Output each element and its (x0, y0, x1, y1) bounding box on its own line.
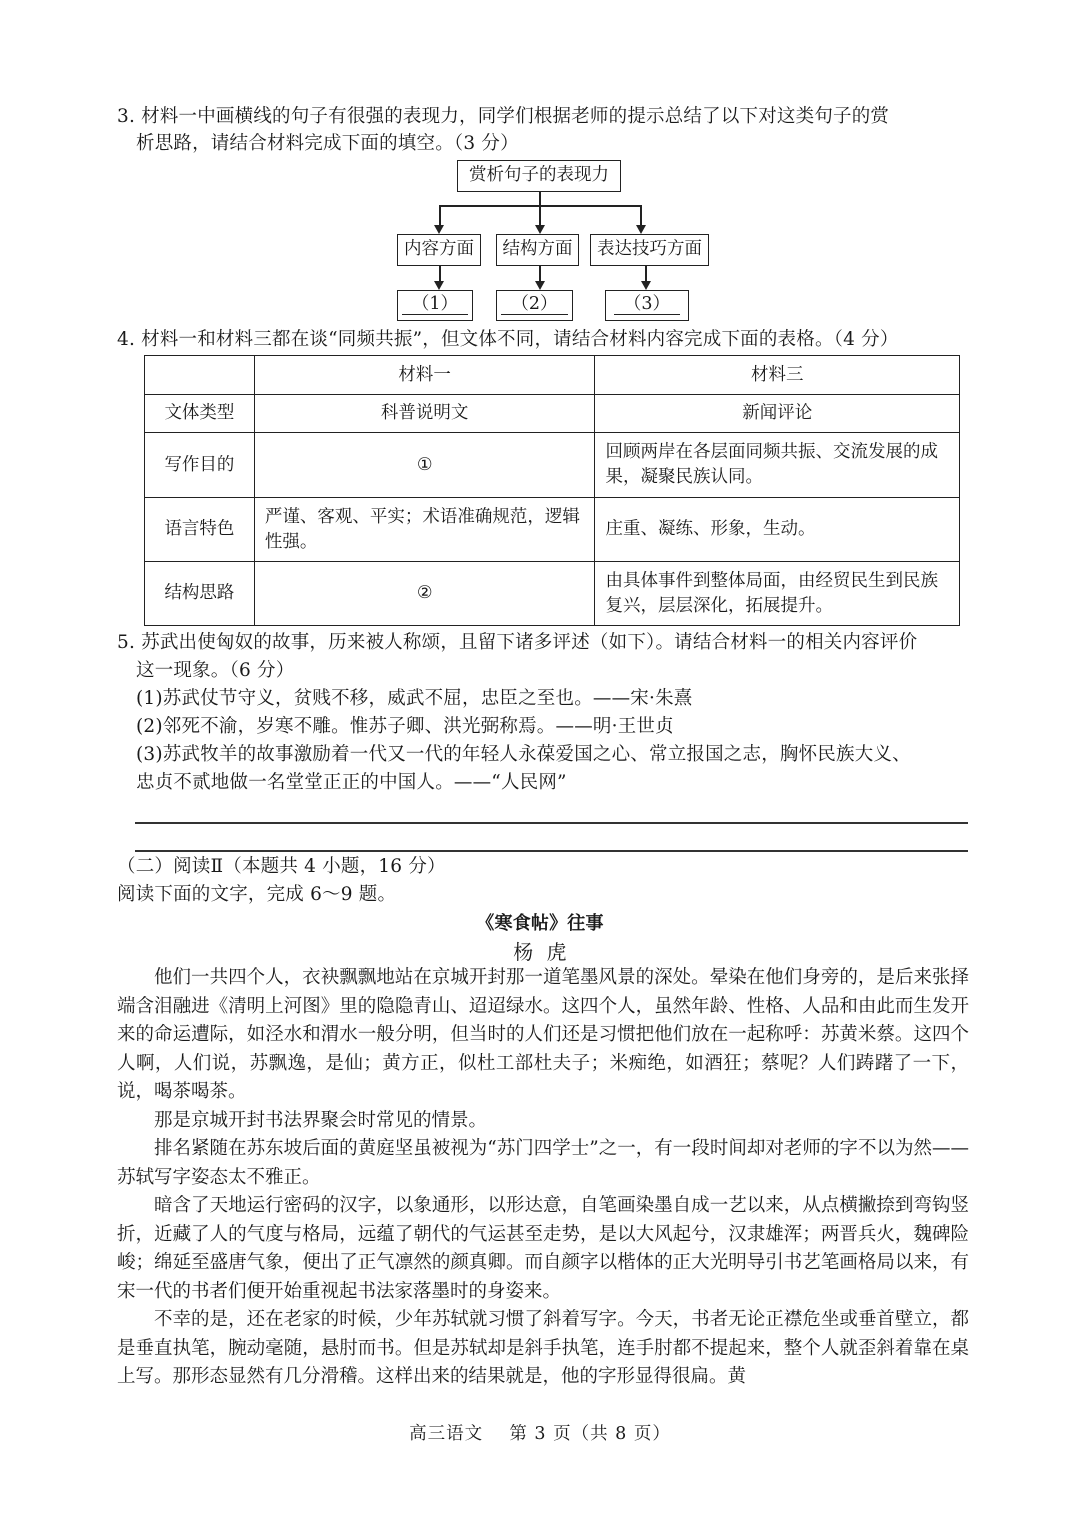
arrow-down-icon (434, 225, 444, 234)
section-heading: （二）阅读Ⅱ（本题共 4 小题，16 分） (117, 856, 446, 877)
table-cell: 由具体事件到整体局面，由经贸民生到民族复兴，层层深化，拓展提升。 (595, 562, 960, 626)
arrow-down-icon (641, 281, 651, 290)
table-header-cell: 材料一 (254, 356, 595, 395)
table-cell: 新闻评论 (595, 395, 960, 433)
diagram-connector (539, 192, 541, 226)
table-header-cell: 材料三 (595, 356, 960, 395)
table-blank-cell[interactable]: ② (254, 562, 595, 626)
blank-label: （1） (402, 294, 468, 315)
diagram-branch-structure: 结构方面 (496, 234, 579, 266)
table-row-label: 语言特色 (145, 498, 255, 562)
diagram-blank-1[interactable] (397, 290, 473, 321)
blank-label: （2） (501, 294, 567, 315)
table-row (145, 395, 960, 433)
page-footer: 高三语文 第 3 页（共 8 页） (409, 1424, 671, 1444)
table-blank-cell[interactable]: ① (254, 433, 595, 498)
q4-prompt: 4. 材料一和材料三都在谈“同频共振”，但文体不同，请结合材料内容完成下面的表格。（4 分） (117, 329, 899, 350)
article-paragraph: 排名紧随在苏东坡后面的黄庭坚虽被视为“苏门四学士”之一，有一段时间却对老师的字不以为然——苏轼写字姿态太不雅正。 (117, 1138, 969, 1188)
arrow-down-icon (434, 281, 444, 290)
q3-prompt-line2: 析思路，请结合材料完成下面的填空。（3 分） (136, 133, 519, 154)
article-title: 《寒食帖》往事 (476, 913, 604, 934)
table-cell: 科普说明文 (254, 395, 595, 433)
diagram-blank-3[interactable] (605, 290, 689, 321)
arrow-down-icon (535, 225, 545, 234)
comparison-table (144, 355, 960, 626)
table-row (145, 498, 960, 562)
answer-line[interactable] (135, 850, 968, 852)
diagram-branch-content: 内容方面 (397, 234, 481, 266)
section-instruction: 阅读下面的文字，完成 6～9 题。 (117, 884, 397, 905)
table-row-label: 写作目的 (145, 433, 255, 498)
q5-quote: (2)邻死不渝，岁寒不雕。惟苏子卿、洪光弼称焉。——明·王世贞 (136, 716, 674, 737)
table-header-cell (145, 356, 255, 395)
diagram-connector (640, 205, 642, 226)
q5-prompt-line2: 这一现象。（6 分） (136, 660, 295, 681)
q5-quote: 忠贞不贰地做一名堂堂正正的中国人。——“人民网” (136, 772, 567, 793)
q5-quote: (1)苏武仗节守义，贫贱不移，威武不屈，忠臣之至也。——宋·朱熹 (136, 688, 693, 709)
answer-line[interactable] (135, 822, 968, 824)
article-paragraph: 不幸的是，还在老家的时候，少年苏轼就习惯了斜着写字。今天，书者无论正襟危坐或垂首壁立，都是垂直执笔，腕动毫随，悬肘而书。但是苏轼却是斜手执笔，连手肘都不提起来，整个人就歪斜着靠在桌上写。那形态显然有几分滑稽。这样出来的结果就是，他的字形显得很扁。黄 (117, 1309, 969, 1387)
table-cell: 严谨、客观、平实；术语准确规范，逻辑性强。 (254, 498, 595, 562)
table-cell: 回顾两岸在各层面同频共振、交流发展的成果，凝聚民族认同。 (595, 433, 960, 498)
article-paragraph: 暗含了天地运行密码的汉字，以象通形，以形达意，自笔画染墨自成一艺以来，从点横撇捺到弯钩竖折，近藏了人的气度与格局，远蕴了朝代的气运甚至走势，是以大风起兮，汉隶雄浑；两晋兵火，魏碑险峻；绵延至盛唐气象，便出了正气凛然的颜真卿。而自颜字以楷体的正大光明导引书艺笔画格局以来，有宋一代的书者们便开始重视起书法家落墨时的身姿来。 (117, 1195, 969, 1302)
table-row (145, 562, 960, 626)
q3-prompt-line1: 3. 材料一中画横线的句子有很强的表现力，同学们根据老师的提示总结了以下对这类句子的赏 (117, 106, 890, 127)
table-header-row (145, 356, 960, 395)
q5-quote: (3)苏武牧羊的故事激励着一代又一代的年轻人永葆爱国之心、常立报国之志，胸怀民族大义、 (136, 744, 911, 765)
table-row (145, 433, 960, 498)
diagram-connector (645, 266, 647, 282)
diagram-blank-2[interactable] (496, 290, 573, 321)
diagram-connector (539, 266, 541, 282)
table-row-label: 结构思路 (145, 562, 255, 626)
diagram-connector (439, 205, 641, 207)
arrow-down-icon (636, 225, 646, 234)
blank-label: （3） (614, 294, 680, 315)
article-paragraph: 他们一共四个人，衣袂飘飘地站在京城开封那一道笔墨风景的深处。晕染在他们身旁的，是后来张择端含泪融进《清明上河图》里的隐隐青山、迢迢绿水。这四个人，虽然年龄、性格、人品和由此而生发开来的命运遭际，如泾水和渭水一般分明，但当时的人们还是习惯把他们放在一起称呼：苏黄米蔡。这四个人啊，人们说，苏飘逸，是仙；黄方正，似杜工部杜夫子；米痴绝，如酒狂；蔡呢？人们踌躇了一下，说，喝茶喝茶。 (117, 967, 969, 1102)
table-cell: 庄重、凝练、形象，生动。 (595, 498, 960, 562)
q5-prompt-line1: 5. 苏武出使匈奴的故事，历来被人称颂，且留下诸多评述（如下）。请结合材料一的相关内容评价 (117, 632, 918, 653)
article-author: 杨 虎 (513, 940, 567, 964)
diagram-root-box: 赏析句子的表现力 (457, 160, 621, 192)
table-row-label: 文体类型 (145, 395, 255, 433)
diagram-connector (439, 266, 441, 282)
diagram-branch-technique: 表达技巧方面 (590, 234, 709, 266)
arrow-down-icon (535, 281, 545, 290)
article-paragraph: 那是京城开封书法界聚会时常见的情景。 (154, 1110, 488, 1131)
diagram-connector (439, 205, 441, 226)
